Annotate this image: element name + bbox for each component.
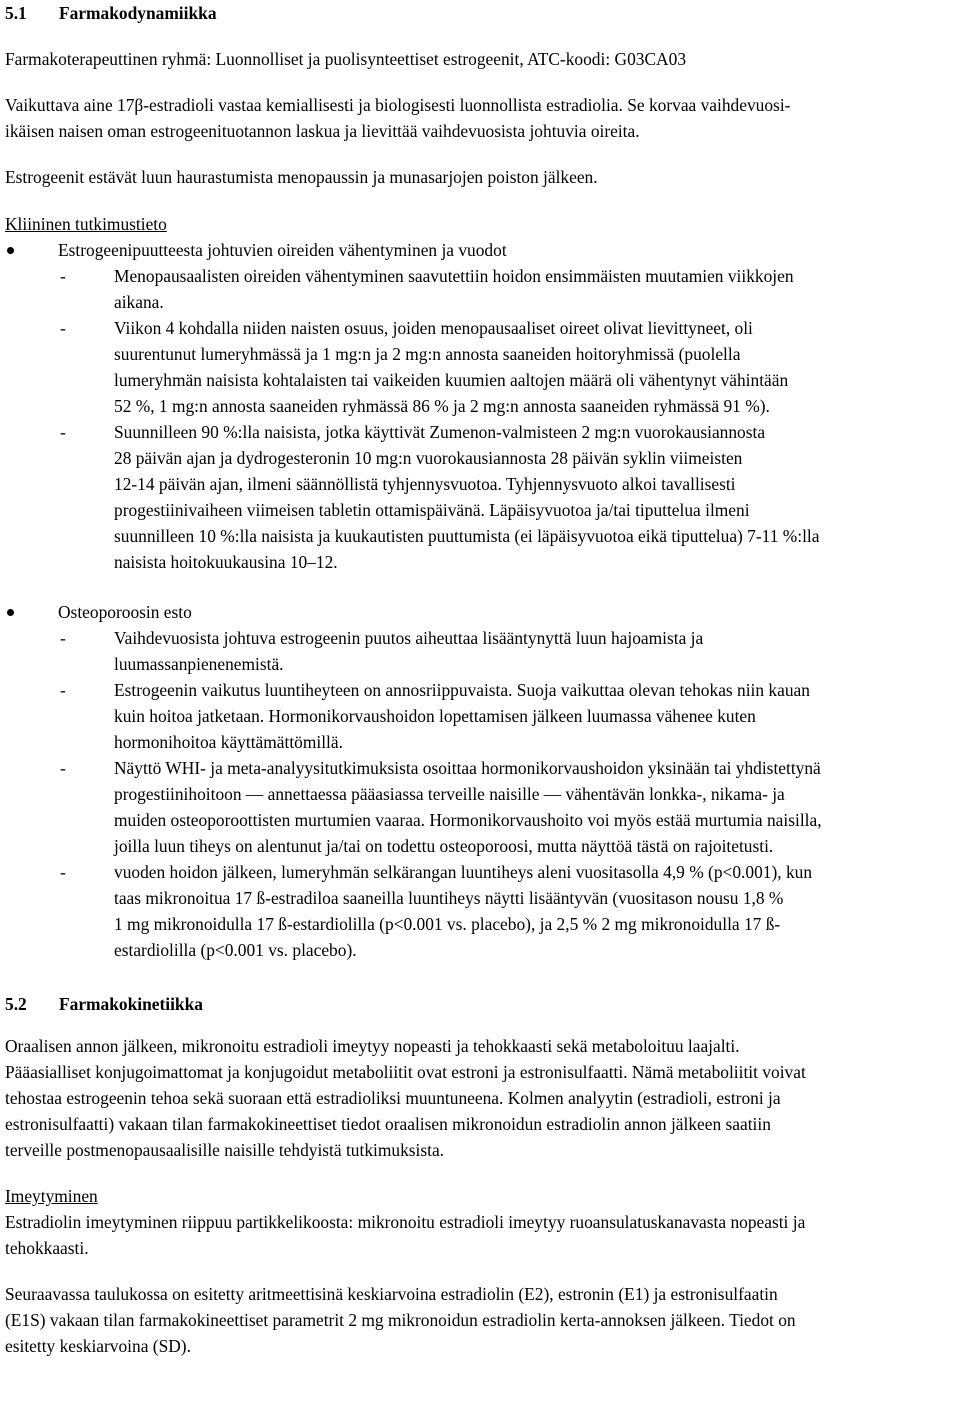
- dash-item: [5, 677, 955, 755]
- bullet-item-osteoporosis: [5, 599, 955, 625]
- section-number: 5.1: [5, 3, 27, 23]
- dash-item-line: estardiolilla (p<0.001 vs. placebo).: [114, 940, 357, 960]
- dash-item-line: Vaihdevuosista johtuva estrogeenin puutos aiheuttaa lisääntynyttä luun hajoamista ja: [114, 628, 704, 648]
- dash-item-line: lumeryhmän naisista kohtalaisten tai vaikeiden kuumien aaltojen määrä oli vähentynyt vähintään: [114, 370, 789, 390]
- paragraph-line: tehokkaasti.: [5, 1238, 89, 1258]
- dash-item: [5, 263, 955, 315]
- dash-item-line: progestiinivaiheen viimeisen tabletin ottamispäivänä. Läpäisyvuotoa ja/tai tiputtelua ilmeni: [114, 500, 750, 520]
- paragraph-line: Vaikuttava aine 17β-estradioli vastaa kemiallisesti ja biologisesti luonnollista estradiolia. Se korvaa vaihdevuosi-: [5, 95, 791, 115]
- section-heading-5-1: [5, 0, 955, 26]
- dash-item-line: joilla luun tiheys on alentunut ja/tai on todettu osteoporoosi, mutta näyttöä tästä on rajoitetusti.: [114, 836, 774, 856]
- dash-item-line: hormonihoitoa käyttämättömillä.: [114, 732, 343, 752]
- dash-item: [5, 859, 955, 963]
- section-title: Farmakokinetiikka: [59, 994, 203, 1014]
- paragraph-line: Oraalisen annon jälkeen, mikronoitu estradioli imeytyy nopeasti ja tehokkaasti sekä metaboloituu laajalti.: [5, 1036, 740, 1056]
- paragraph-line: esitetty keskiarvoina (SD).: [5, 1336, 191, 1356]
- paragraph-line: (E1S) vakaan tilan farmakokineettiset parametrit 2 mg mikronoidun estradiolin kerta-annoksen jälkeen. Tiedot on: [5, 1310, 796, 1330]
- dash-item-line: kuin hoitoa jatketaan. Hormonikorvaushoidon lopettamisen jälkeen luumassa vähenee kuten: [114, 706, 756, 726]
- dash-item: [5, 419, 955, 575]
- atc-paragraph: Farmakoterapeuttinen ryhmä: Luonnolliset ja puolisynteettiset estrogeenit, ATC-koodi: G03CA03: [5, 49, 687, 69]
- bullet-title: Osteoporoosin esto: [58, 602, 192, 622]
- dash-item-line: luumassanpienenemistä.: [114, 654, 284, 674]
- dash-item-line: 52 %, 1 mg:n annosta saaneiden ryhmässä 86 % ja 2 mg:n annosta saaneiden ryhmässä 91 %).: [114, 396, 770, 416]
- paragraph-line: Pääasialliset konjugoimattomat ja konjugoidut metaboliitit ovat estroni ja estronisulfaatti. Nämä metaboliitit voivat: [5, 1062, 806, 1082]
- absorption-heading: Imeytyminen: [5, 1186, 98, 1206]
- dash-item-line: Viikon 4 kohdalla niiden naisten osuus, joiden menopausaaliset oireet olivat lievittyneet, oli: [114, 318, 753, 338]
- dash-item-line: muiden osteoporoottisten murtumien vaaraa. Hormonikorvaushoito voi myös estää murtumia naisilla,: [114, 810, 822, 830]
- dash-item-line: Menopausaalisten oireiden vähentyminen saavutettiin hoidon ensimmäisten muutamien viikkojen: [114, 266, 794, 286]
- section-number: 5.2: [5, 994, 27, 1014]
- dash-item-line: 28 päivän ajan ja dydrogesteronin 10 mg:n vuorokausiannosta 28 päivän syklin viimeisten: [114, 448, 743, 468]
- absorption-paragraph: [5, 1209, 955, 1261]
- dash-item: [5, 755, 955, 859]
- paragraph-line: ikäisen naisen oman estrogeenituotannon laskua ja lievittää vaihdevuosista johtuvia oireita.: [5, 121, 640, 141]
- dash-marker: -: [60, 422, 66, 442]
- bone-paragraph: Estrogeenit estävät luun haurastumista menopaussin ja munasarjojen poiston jälkeen.: [5, 167, 598, 187]
- dash-item-line: Estrogeenin vaikutus luuntiheyteen on annosriippuvaista. Suoja vaikuttaa olevan tehokas niin kauan: [114, 680, 810, 700]
- dash-item-line: suurentunut lumeryhmässä ja 1 mg:n ja 2 mg:n annosta saaneiden hoitoryhmissä (puolella: [114, 344, 741, 364]
- dash-marker: -: [60, 266, 66, 286]
- dash-item-line: progestiinihoitoon — annettaessa pääasiassa terveille naisille — vähentävän lonkka-, nikama- ja: [114, 784, 785, 804]
- dash-item-line: Suunnilleen 90 %:lla naisista, jotka käyttivät Zumenon-valmisteen 2 mg:n vuorokausiannosta: [114, 422, 766, 442]
- dash-item-line: suunnilleen 10 %:lla naisista ja kuukautisten puuttumista (ei läpäisyvuotoa eikä tiputtelua) 7-11 %:lla: [114, 526, 820, 546]
- section-title: Farmakodynamiikka: [59, 3, 217, 23]
- dash-item-line: 12-14 päivän ajan, ilmeni säännöllistä tyhjennysvuotoa. Tyhjennysvuoto alkoi tavallisesti: [114, 474, 736, 494]
- document-page: [5, 0, 955, 1359]
- pharmacokinetics-paragraph: [5, 1033, 955, 1163]
- dash-marker: -: [60, 758, 66, 778]
- bullet-dot-icon: [7, 609, 14, 616]
- dash-item: [5, 315, 955, 419]
- dash-marker: -: [60, 628, 66, 648]
- dash-marker: -: [60, 680, 66, 700]
- dash-item-line: Näyttö WHI- ja meta-analyysitutkimuksista osoittaa hormonikorvaushoidon yksinään tai yhdistettynä: [114, 758, 821, 778]
- dash-marker: -: [60, 318, 66, 338]
- paragraph-line: Seuraavassa taulukossa on esitetty aritmeettisinä keskiarvoina estradiolin (E2), estronin (E1) ja estronisulfaatin: [5, 1284, 778, 1304]
- section-heading-5-2: [5, 991, 955, 1017]
- dash-item-line: vuoden hoidon jälkeen, lumeryhmän selkärangan luuntiheys aleni vuositasolla 4,9 % (p<0.001), kun: [114, 862, 813, 882]
- table-intro-paragraph: [5, 1281, 955, 1359]
- symptoms-sublist: [5, 263, 955, 575]
- osteoporosis-sublist: [5, 625, 955, 963]
- dash-item: [5, 625, 955, 677]
- dash-item-line: taas mikronoitua 17 ß-estradiloa saaneilla luuntiheys näytti lisääntyvän (vuositason nousu 1,8 %: [114, 888, 784, 908]
- dash-marker: -: [60, 862, 66, 882]
- bullet-dot-icon: [7, 247, 14, 254]
- paragraph-line: terveille postmenopausaalisille naisille tehdyistä tutkimuksista.: [5, 1140, 445, 1160]
- paragraph-line: estronisulfaatti) vakaan tilan farmakokineettiset tiedot oraalisen mikronoidun estradiolin annon jälkeen saatiin: [5, 1114, 771, 1134]
- paragraph-line: tehostaa estrogeenin tehoa sekä suoraan että estradioliksi muuntuneena. Kolmen analyytin (estradioli, estroni ja: [5, 1088, 781, 1108]
- bullet-title: Estrogeenipuutteesta johtuvien oireiden vähentyminen ja vuodot: [58, 240, 507, 260]
- paragraph-line: Estradiolin imeytyminen riippuu partikkelikoosta: mikronoitu estradioli imeytyy ruoansulatuskanavasta nopeasti ja: [5, 1212, 806, 1232]
- bullet-item-symptoms: [5, 237, 955, 263]
- dash-item-line: 1 mg mikronoidulla 17 ß-estardiolilla (p<0.001 vs. placebo), ja 2,5 % 2 mg mikronoidulla 17 ß-: [114, 914, 781, 934]
- active-substance-paragraph: [5, 92, 955, 144]
- dash-item-line: naisista hoitokuukausina 10–12.: [114, 552, 338, 572]
- clinical-data-heading: Kliininen tutkimustieto: [5, 214, 167, 234]
- dash-item-line: aikana.: [114, 292, 164, 312]
